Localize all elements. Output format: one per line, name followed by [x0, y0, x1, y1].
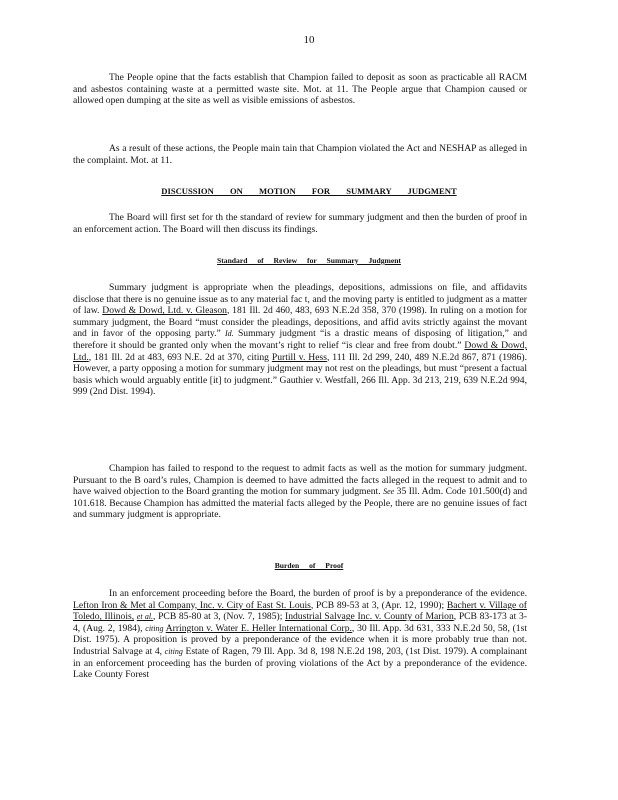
- citation-see: See: [383, 487, 395, 497]
- citation-lefton-iron: Lefton Iron & Met al Company, Inc. v. City of East St. Louis: [73, 599, 311, 611]
- citation-purtill-hess: Purtill v. Hess: [271, 351, 327, 363]
- text-segment: , 30 Ill. App. 3d 631, 333 N.E.2d 50, 58, (1st Dist. 1975). A proposition is proved by a preponderance of the evidence when it is more probably true than not. Industrial Salvage at 4,: [73, 622, 528, 657]
- text-segment: , 111 Ill. 2d 299, 240, 489 N.E.2d 867, 871 (1986). However, a party opposing a motion for summary judgment may not rest on the pleadings, but must “present a factual basis which would arguably entitle [it] to judgment.” Gauthier v. Westfall, 266 Ill. App. 3d 213, 219, 639 N.E.2d 994, 999 (2nd Dist. 1994).: [73, 351, 527, 398]
- subheading-burden-text: Burden of Proof: [274, 561, 344, 570]
- citation-et-al: et al.: [136, 612, 154, 622]
- heading-discussion: [0, 186, 618, 196]
- citation-citing: citing: [164, 646, 183, 656]
- page-number: 10: [303, 34, 315, 46]
- text-segment: , 181 Ill. 2d at 483, 693 N.E. 2d at 370, citing: [88, 351, 269, 363]
- citation-citing: citing: [145, 623, 164, 633]
- text-segment: Summary judgment is appropriate when the pleadings, depositions, admissions on file, and affidavits disclose that there is no genuine issue as to any material fac t, and the moving party is entitled to judgment as a matter of law.: [73, 282, 527, 317]
- text-segment: Estate of Ragen, 79 Ill. App. 3d 8, 198 N.E.2d 198, 203, (1st Dist. 1979). A complainant in an enforcement proceeding has the burden of proving violations of the Act by a preponderance of the evidence. Lake County Forest: [73, 645, 527, 681]
- text-segment: 35 Ill. Adm. Code 101.500(d) and 101.618. Because Champion has admitted the material facts alleged by the People, there are no genuine issues of fact and summary judgment is appropriate.: [73, 486, 527, 521]
- text-segment: , PCB 83-173 at 3-4, (Aug. 2, 1984),: [73, 611, 527, 634]
- citation-dowd: Dowd & Dowd, Ltd.: [73, 339, 527, 363]
- paragraph-summary-judgment: [73, 282, 527, 398]
- paragraph-people-opine: The People opine that the facts establish that Champion failed to deposit as soon as practicable all RACM and asbestos containing waste at a permitted waste site. Mot. at 11. The People argue that Champion caused or allowed open dumping at the site as well as visible emissions of asbestos.: [73, 72, 527, 107]
- citation-arrington: Arrington v. Water E. Heller International Corp.: [165, 622, 352, 634]
- citation-industrial-salvage: Industrial Salvage Inc. v. County of Marion: [285, 611, 454, 623]
- text-segment: Summary judgment “is a drastic means of disposing of litigation,” and therefore it should be granted only when the movant’s right to relief “is clear and free from doubt.”: [73, 328, 527, 351]
- subheading-standard-of-review: [0, 256, 618, 265]
- text-segment: In an enforcement proceeding before the Board, the burden of proof is by a preponderance of the evidence.: [109, 588, 527, 599]
- text-segment: , PCB 85-80 at 3, (Nov. 7, 1985);: [153, 611, 283, 623]
- text-segment: , 181 Ill. 2d 460, 483, 693 N.E.2d 358, 370 (1998). In ruling on a motion for summary judgment, the Board “must consider the pleadings, depositions, and affid avits strictly against the movant and in favor of the opposing party.”: [73, 305, 527, 340]
- citation-id: Id.: [225, 329, 234, 339]
- paragraph-board-will-first: The Board will first set for th the standard of review for summary judgment and then the burden of proof in an enforcement action. The Board will then discuss its findings.: [73, 212, 527, 235]
- subheading-standard-text: Standard of Review for Summary Judgment: [217, 256, 401, 265]
- paragraph-champion-failed: [73, 463, 527, 521]
- heading-discussion-text: DISCUSSION ON MOTION FOR SUMMARY JUDGMENT: [161, 186, 457, 196]
- citation-bachert: Bachert v. Village of Toledo, Illinois,: [73, 599, 527, 623]
- subheading-burden-of-proof: [0, 561, 618, 570]
- citation-dowd-gleason: Dowd & Dowd, Ltd. v. Gleason: [102, 305, 227, 317]
- text-segment: , PCB 89-53 at 3, (Apr. 12, 1990);: [310, 599, 445, 611]
- paragraph-enforcement-proceeding: [73, 588, 527, 681]
- paragraph-result-of-actions: As a result of these actions, the People main tain that Champion violated the Act and NESHAP as alleged in the complaint. Mot. at 11.: [73, 143, 527, 166]
- text-segment: Champion has failed to respond to the request to admit facts as well as the motion for summary judgment. Pursuant to the B oard’s rules, Champion is deemed to have admitted the facts alleged in the request to admit and to have waived objection to the Board granting the motion for summary judgment.: [73, 463, 527, 498]
